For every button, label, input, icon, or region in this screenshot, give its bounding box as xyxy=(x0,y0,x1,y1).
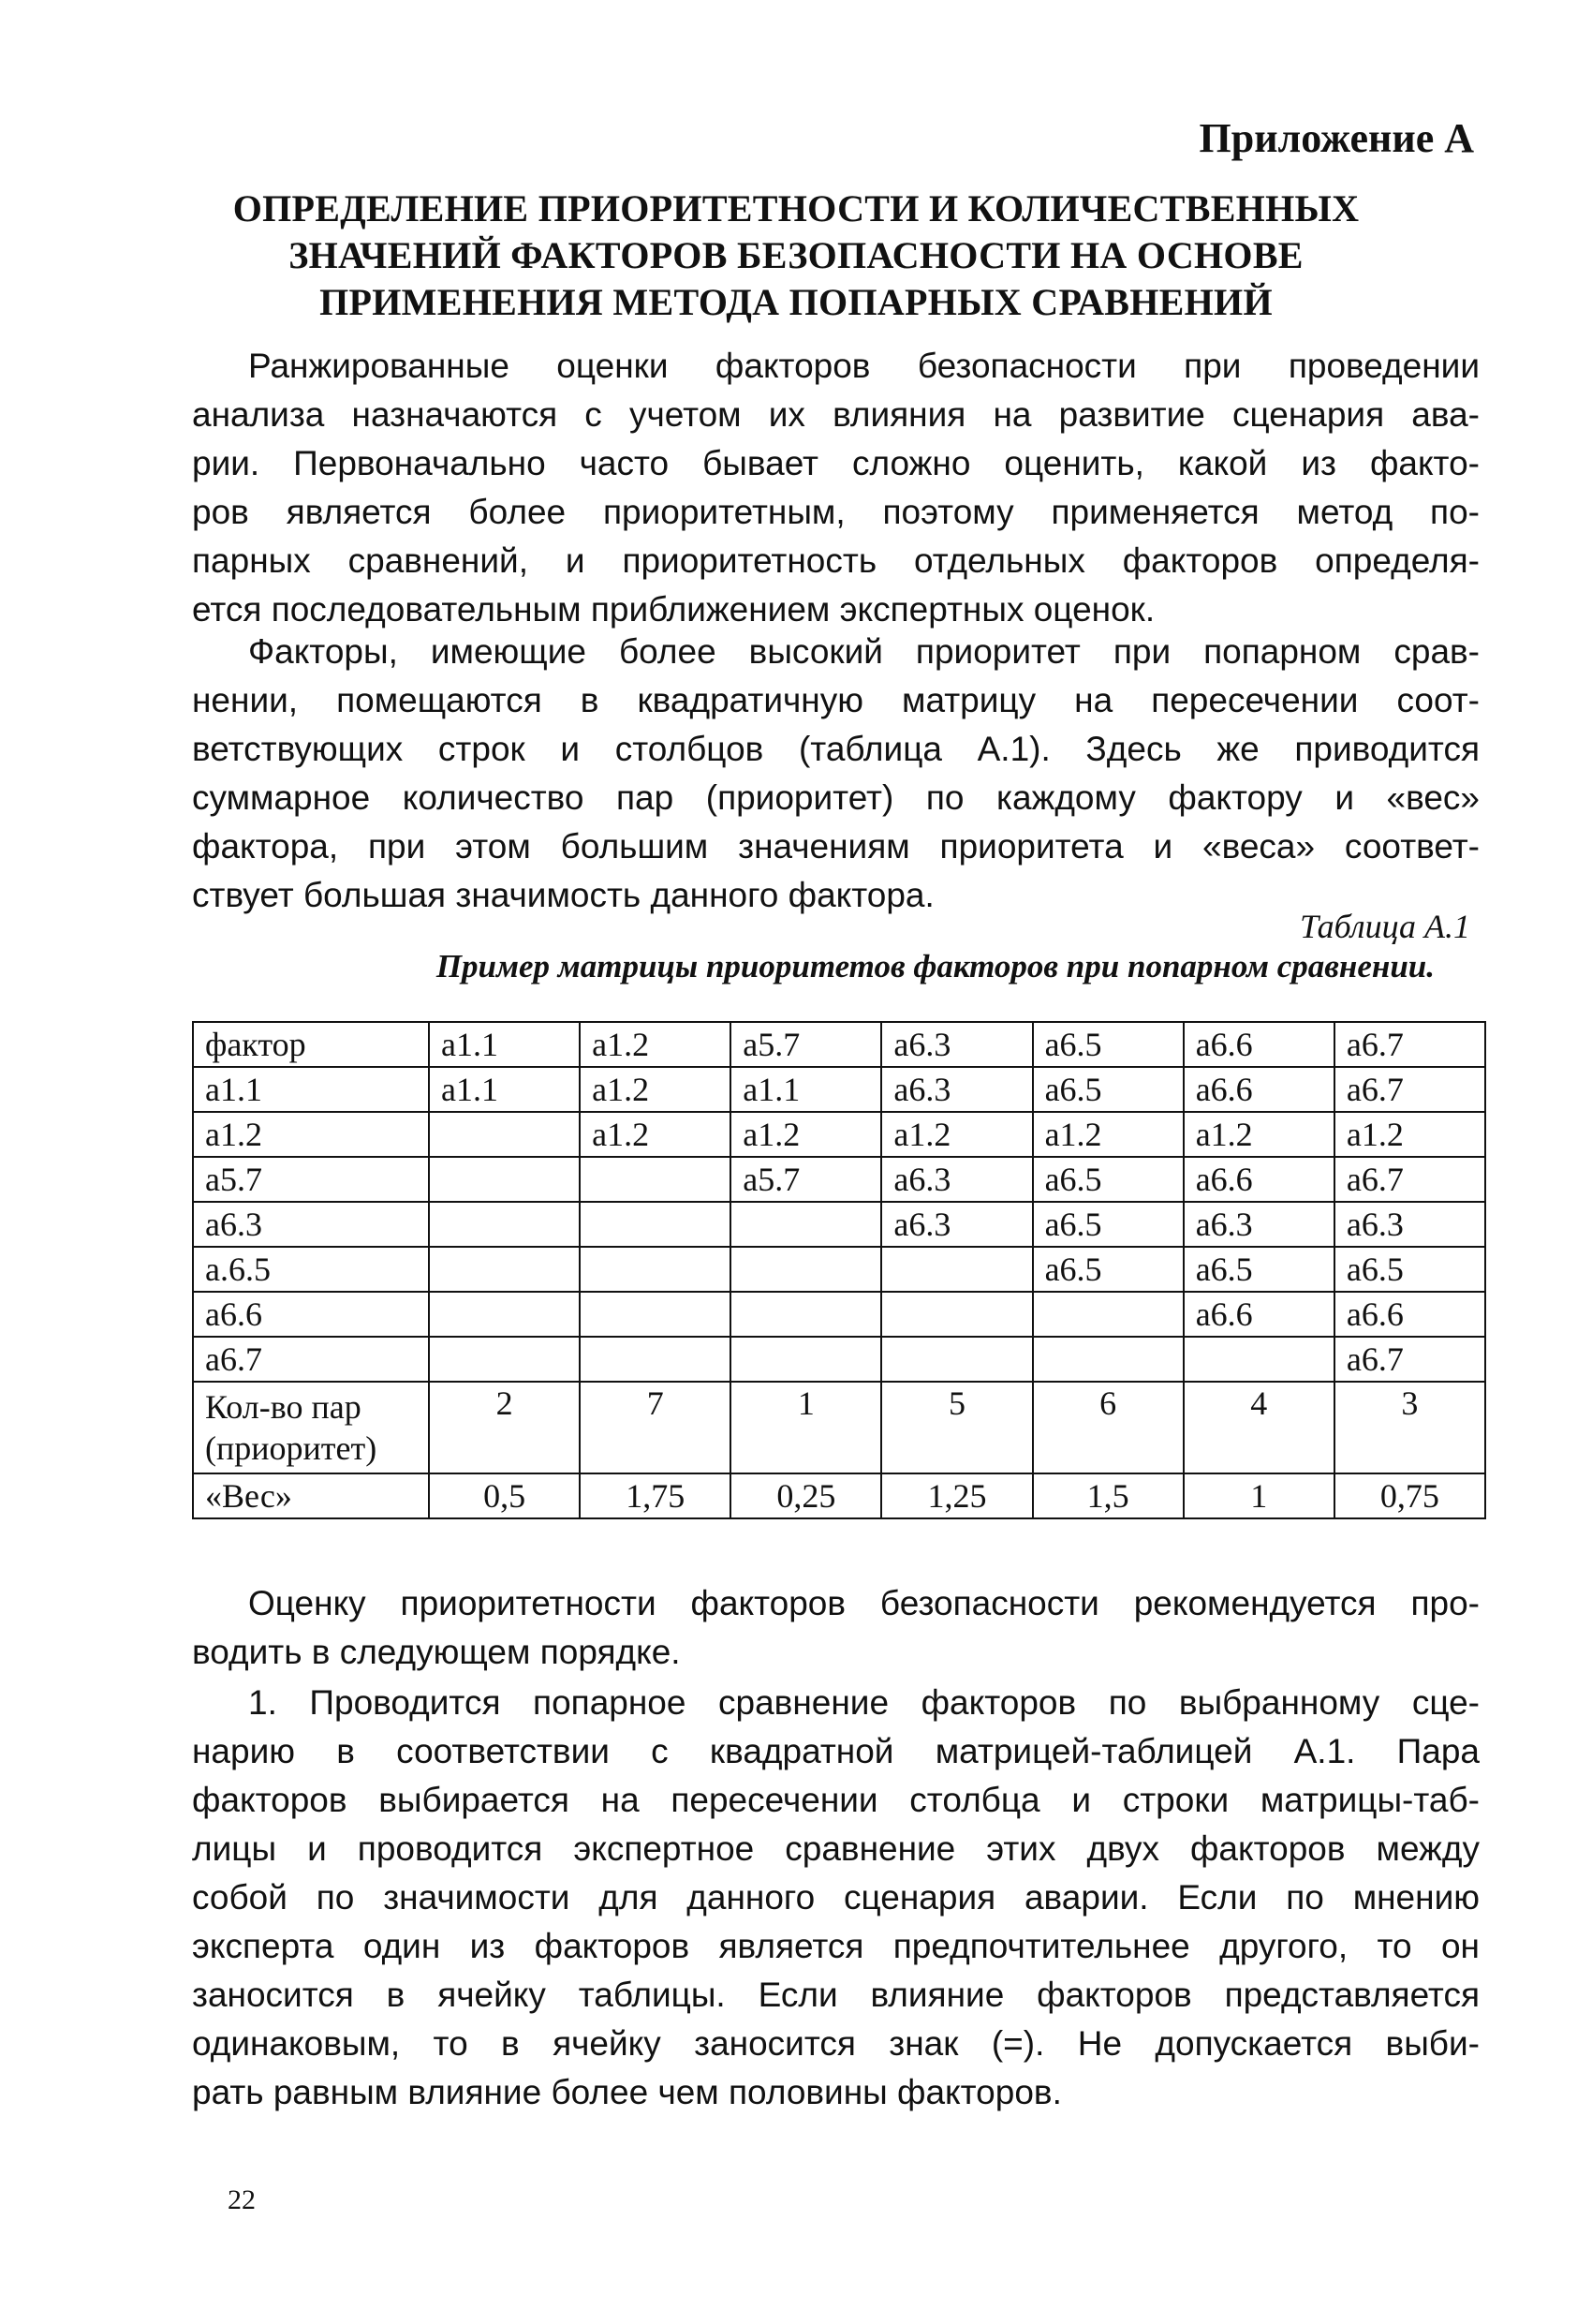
table-header-cell: a6.5 xyxy=(1033,1022,1184,1067)
table-cell: a1.2 xyxy=(1334,1112,1485,1157)
table-row xyxy=(193,1112,1485,1157)
row-label: a6.3 xyxy=(193,1202,429,1247)
table-row xyxy=(193,1202,1485,1247)
paragraph-line: Факторы, имеющие более высокий приоритет при попарном срав- xyxy=(248,632,1480,671)
table-cell xyxy=(881,1337,1032,1382)
table-cell: a1.2 xyxy=(730,1112,881,1157)
table-cell xyxy=(580,1337,730,1382)
priority-row-label xyxy=(193,1382,429,1473)
paragraph-line: нарию в соответствии с квадратной матрицей-таблицей А.1. Пара xyxy=(192,1732,1480,1770)
paragraph-line: ствует большая значимость данного фактора. xyxy=(192,876,935,914)
paragraph-line: ров является более приоритетным, поэтому применяется метод по- xyxy=(192,493,1480,531)
table-cell: a6.5 xyxy=(1033,1157,1184,1202)
table-cell: a6.3 xyxy=(881,1067,1032,1112)
table-cell: a6.5 xyxy=(1033,1247,1184,1292)
table-cell xyxy=(881,1292,1032,1337)
table-cell xyxy=(429,1292,580,1337)
priority-cell: 4 xyxy=(1184,1382,1334,1473)
table-row xyxy=(193,1247,1485,1292)
paragraph-line: рии. Первоначально часто бывает сложно оценить, какой из факто- xyxy=(192,444,1480,482)
paragraph-line: рать равным влияние более чем половины факторов. xyxy=(192,2073,1062,2111)
table-cell: a6.6 xyxy=(1184,1157,1334,1202)
table-cell xyxy=(1033,1337,1184,1382)
paragraph-line: 1. Проводится попарное сравнение факторов по выбранному сце- xyxy=(248,1683,1480,1722)
table-cell xyxy=(429,1157,580,1202)
table-cell: a6.7 xyxy=(1334,1067,1485,1112)
weight-cell: 0,75 xyxy=(1334,1473,1485,1518)
table-header-cell: a1.1 xyxy=(429,1022,580,1067)
table-cell xyxy=(429,1337,580,1382)
table-cell: a1.2 xyxy=(580,1112,730,1157)
table-cell: a1.2 xyxy=(580,1067,730,1112)
title-line: ЗНАЧЕНИЙ ФАКТОРОВ БЕЗОПАСНОСТИ НА ОСНОВЕ xyxy=(288,234,1304,276)
weight-cell: 1,5 xyxy=(1033,1473,1184,1518)
weight-row-label: «Вес» xyxy=(193,1473,429,1518)
table-row xyxy=(193,1337,1485,1382)
table-row xyxy=(193,1292,1485,1337)
table-cell xyxy=(580,1157,730,1202)
table-cell: a1.2 xyxy=(881,1112,1032,1157)
weight-cell: 1 xyxy=(1184,1473,1334,1518)
table-header-cell: a1.2 xyxy=(580,1022,730,1067)
weight-cell: 0,25 xyxy=(730,1473,881,1518)
table-cell: a6.6 xyxy=(1334,1292,1485,1337)
table-cell: a6.5 xyxy=(1334,1247,1485,1292)
title-line: ПРИМЕНЕНИЯ МЕТОДА ПОПАРНЫХ СРАВНЕНИЙ xyxy=(319,281,1273,323)
table-number: Таблица А.1 xyxy=(1299,908,1470,945)
table-cell: a1.2 xyxy=(1033,1112,1184,1157)
paragraph-line: одинаковым, то в ячейку заносится знак (=). Не допускается выби- xyxy=(192,2024,1480,2063)
paragraph-line: водить в следующем порядке. xyxy=(192,1633,681,1671)
table-cell xyxy=(429,1247,580,1292)
row-label: a6.7 xyxy=(193,1337,429,1382)
paragraph-line: Оценку приоритетности факторов безопасности рекомендуется про- xyxy=(248,1584,1480,1622)
table-header-cell: a6.7 xyxy=(1334,1022,1485,1067)
row-label: a5.7 xyxy=(193,1157,429,1202)
paragraph-line: эксперта один из факторов является предпочтительнее другого, то он xyxy=(192,1927,1480,1965)
weight-cell: 0,5 xyxy=(429,1473,580,1518)
table-cell: a6.3 xyxy=(881,1157,1032,1202)
table-cell xyxy=(730,1247,881,1292)
table-header-row xyxy=(193,1022,1485,1067)
table-cell xyxy=(730,1202,881,1247)
row-label: a1.1 xyxy=(193,1067,429,1112)
table-cell: a6.7 xyxy=(1334,1337,1485,1382)
paragraph-line: ветствующих строк и столбцов (таблица А.1). Здесь же приводится xyxy=(192,730,1480,768)
priority-row xyxy=(193,1382,1485,1473)
paragraph-line: парных сравнений, и приоритетность отдельных факторов определя- xyxy=(192,541,1480,580)
table-cell: a6.3 xyxy=(1184,1202,1334,1247)
table-cell xyxy=(1184,1337,1334,1382)
priority-cell: 1 xyxy=(730,1382,881,1473)
priority-label-line: Кол-во пар xyxy=(205,1388,361,1426)
table-cell: a1.2 xyxy=(1184,1112,1334,1157)
weight-cell: 1,25 xyxy=(881,1473,1032,1518)
priority-matrix-table xyxy=(192,1021,1486,1519)
table-header-cell: a6.6 xyxy=(1184,1022,1334,1067)
table-cell: a6.5 xyxy=(1033,1202,1184,1247)
paragraph-line: фактора, при этом большим значениям приоритета и «веса» соответ- xyxy=(192,827,1480,866)
priority-cell: 5 xyxy=(881,1382,1032,1473)
weight-row xyxy=(193,1473,1485,1518)
appendix-label: Приложение А xyxy=(1199,115,1474,161)
row-label: a.6.5 xyxy=(193,1247,429,1292)
table-cell: a6.3 xyxy=(881,1202,1032,1247)
table-cell xyxy=(730,1292,881,1337)
table-header-cell: a6.3 xyxy=(881,1022,1032,1067)
priority-cell: 3 xyxy=(1334,1382,1485,1473)
table-cell xyxy=(580,1202,730,1247)
table-caption: Пример матрицы приоритетов факторов при попарном сравнении. xyxy=(435,948,1435,984)
table-cell: a6.3 xyxy=(1334,1202,1485,1247)
table-row xyxy=(193,1067,1485,1112)
table-cell xyxy=(881,1247,1032,1292)
table-cell xyxy=(429,1112,580,1157)
table-cell xyxy=(730,1337,881,1382)
table-cell xyxy=(580,1292,730,1337)
row-label: a1.2 xyxy=(193,1112,429,1157)
table-cell xyxy=(429,1202,580,1247)
paragraph-line: факторов выбирается на пересечении столбца и строки матрицы-таб- xyxy=(192,1781,1480,1819)
table-cell: a1.1 xyxy=(429,1067,580,1112)
paragraph-line: лицы и проводится экспертное сравнение этих двух факторов между xyxy=(192,1829,1480,1868)
paragraph-line: суммарное количество пар (приоритет) по каждому фактору и «вес» xyxy=(192,778,1480,817)
page-title xyxy=(140,185,1452,326)
table-cell xyxy=(580,1247,730,1292)
priority-label-line: (приоритет) xyxy=(205,1429,377,1467)
paragraph-line: нении, помещаются в квадратичную матрицу на пересечении соот- xyxy=(192,681,1480,719)
table-cell: a1.1 xyxy=(730,1067,881,1112)
paragraph-line: собой по значимости для данного сценария аварии. Если по мнению xyxy=(192,1878,1480,1917)
table-cell: a6.7 xyxy=(1334,1157,1485,1202)
row-label: a6.6 xyxy=(193,1292,429,1337)
table-cell: a6.6 xyxy=(1184,1067,1334,1112)
step-one-paragraph xyxy=(192,1679,1480,2117)
table-cell: a6.5 xyxy=(1184,1247,1334,1292)
page-number: 22 xyxy=(228,2184,256,2215)
table-header-cell: a5.7 xyxy=(730,1022,881,1067)
order-intro-paragraph xyxy=(192,1579,1480,1677)
priority-cell: 6 xyxy=(1033,1382,1184,1473)
paragraph-line: Ранжированные оценки факторов безопасности при проведении xyxy=(248,347,1480,385)
table-row xyxy=(193,1157,1485,1202)
paragraph-line: заносится в ячейку таблицы. Если влияние факторов представляется xyxy=(192,1976,1480,2014)
matrix-description-paragraph xyxy=(192,628,1480,920)
priority-cell: 7 xyxy=(580,1382,730,1473)
table-cell xyxy=(1033,1292,1184,1337)
table-cell: a6.5 xyxy=(1033,1067,1184,1112)
table-header-cell: фактор xyxy=(193,1022,429,1067)
paragraph-line: анализа назначаются с учетом их влияния на развитие сценария ава- xyxy=(192,395,1480,434)
table-cell: a5.7 xyxy=(730,1157,881,1202)
title-line: ОПРЕДЕЛЕНИЕ ПРИОРИТЕТНОСТИ И КОЛИЧЕСТВЕННЫХ xyxy=(232,187,1360,229)
paragraph-line: ется последовательным приближением экспертных оценок. xyxy=(192,590,1156,629)
intro-paragraph xyxy=(192,342,1480,634)
weight-cell: 1,75 xyxy=(580,1473,730,1518)
priority-cell: 2 xyxy=(429,1382,580,1473)
table-cell: a6.6 xyxy=(1184,1292,1334,1337)
